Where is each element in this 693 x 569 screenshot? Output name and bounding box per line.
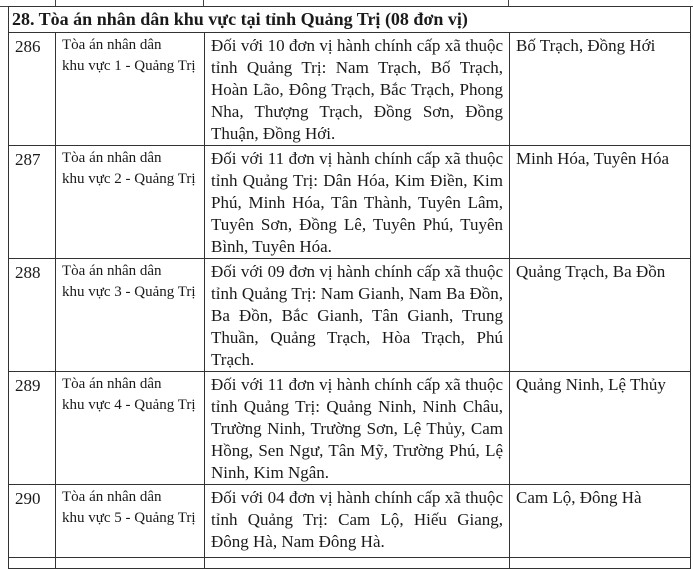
row-number: 290 bbox=[9, 485, 56, 558]
court-name-line: Tòa án nhân dân bbox=[62, 150, 162, 166]
empty-cell bbox=[9, 558, 56, 569]
court-name-line: Tòa án nhân dân bbox=[62, 376, 162, 392]
court-name-line: khu vực 3 - Quảng Trị bbox=[62, 284, 196, 300]
row-number: 287 bbox=[9, 146, 56, 259]
seat-area: Cam Lộ, Đông Hà bbox=[510, 485, 691, 558]
jurisdiction-scope: Đối với 10 đơn vị hành chính cấp xã thuộc tỉnh Quảng Trị: Nam Trạch, Bố Trạch, Hoàn Lão, Đông Trạch, Bắc Trạch, Phong Nha, Thượng Trạch, Đồng Sơn, Đồng Thuận, Đồng Hới. bbox=[205, 33, 510, 146]
jurisdiction-scope: Đối với 11 đơn vị hành chính cấp xã thuộc tỉnh Quảng Trị: Dân Hóa, Kim Điền, Kim Phú, Minh Hóa, Tân Thành, Tuyên Lâm, Tuyên Sơn, Đồng Lê, Tuyên Phú, Tuyên Bình, Tuyên Hóa. bbox=[205, 146, 510, 259]
table-row bbox=[9, 33, 691, 146]
court-name-line: khu vực 5 - Quảng Trị bbox=[62, 510, 196, 526]
jurisdiction-scope: Đối với 11 đơn vị hành chính cấp xã thuộc tỉnh Quảng Trị: Quảng Ninh, Ninh Châu, Trường Ninh, Trường Sơn, Lệ Thủy, Cam Hồng, Sen Ngư, Tân Mỹ, Trường Phú, Lệ Ninh, Kim Ngân. bbox=[205, 372, 510, 485]
court-name bbox=[56, 259, 205, 372]
seat-area: Minh Hóa, Tuyên Hóa bbox=[510, 146, 691, 259]
court-name-line: Tòa án nhân dân bbox=[62, 489, 162, 505]
jurisdiction-scope: Đối với 04 đơn vị hành chính cấp xã thuộc tỉnh Quảng Trị: Cam Lộ, Hiếu Giang, Đông Hà, Nam Đông Hà. bbox=[205, 485, 510, 558]
court-name bbox=[56, 146, 205, 259]
court-name bbox=[56, 485, 205, 558]
table-row bbox=[9, 485, 691, 558]
seat-area: Quảng Trạch, Ba Đồn bbox=[510, 259, 691, 372]
table-row bbox=[9, 259, 691, 372]
table-row bbox=[9, 146, 691, 259]
section-header-row bbox=[9, 7, 691, 33]
empty-cell bbox=[205, 558, 510, 569]
court-name bbox=[56, 33, 205, 146]
seat-area: Bố Trạch, Đồng Hới bbox=[510, 33, 691, 146]
jurisdiction-scope: Đối với 09 đơn vị hành chính cấp xã thuộc tỉnh Quảng Trị: Nam Gianh, Nam Ba Đồn, Ba Đồn, Bắc Gianh, Tân Gianh, Trung Thuần, Quảng Trạch, Hòa Trạch, Phú Trạch. bbox=[205, 259, 510, 372]
row-number: 289 bbox=[9, 372, 56, 485]
court-name-line: khu vực 2 - Quảng Trị bbox=[62, 171, 196, 187]
court-name-line: Tòa án nhân dân bbox=[62, 37, 162, 53]
section-title: 28. Tòa án nhân dân khu vực tại tỉnh Quảng Trị (08 đơn vị) bbox=[9, 7, 691, 33]
table-row bbox=[9, 372, 691, 485]
court-name bbox=[56, 372, 205, 485]
court-name-line: Tòa án nhân dân bbox=[62, 263, 162, 279]
row-number: 288 bbox=[9, 259, 56, 372]
court-table bbox=[8, 6, 691, 569]
row-number: 286 bbox=[9, 33, 56, 146]
seat-area: Quảng Ninh, Lệ Thủy bbox=[510, 372, 691, 485]
court-name-line: khu vực 1 - Quảng Trị bbox=[62, 58, 196, 74]
court-name-line: khu vực 4 - Quảng Trị bbox=[62, 397, 196, 413]
next-row-edge bbox=[9, 558, 691, 569]
empty-cell bbox=[56, 558, 205, 569]
empty-cell bbox=[510, 558, 691, 569]
